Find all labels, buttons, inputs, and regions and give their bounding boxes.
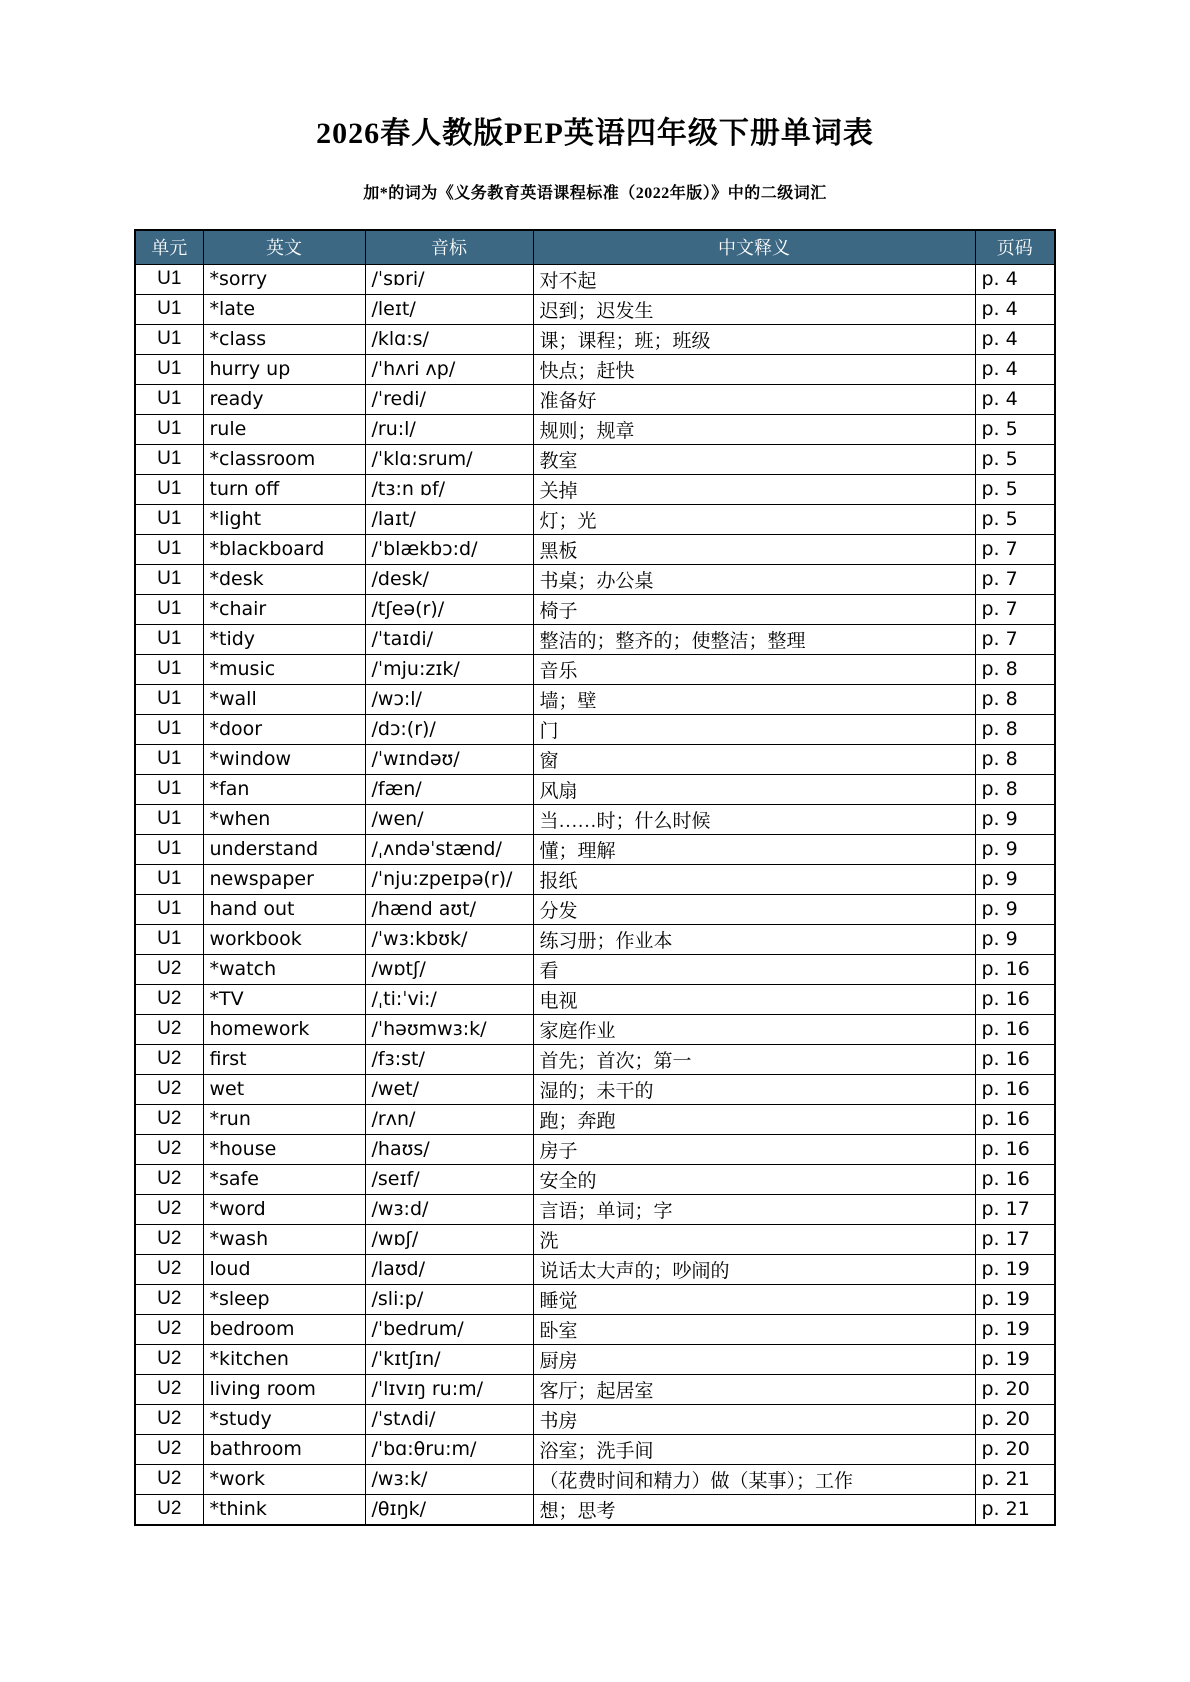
page-number-cell: p. 16 bbox=[975, 1014, 1055, 1044]
chinese-meaning-cell: 教室 bbox=[533, 444, 975, 474]
unit-cell: U1 bbox=[135, 594, 203, 624]
header-row bbox=[135, 230, 1055, 264]
phonetic-cell: /ˈklɑ:srum/ bbox=[365, 444, 533, 474]
table-row bbox=[135, 1404, 1055, 1434]
unit-cell: U2 bbox=[135, 1164, 203, 1194]
table-row bbox=[135, 1074, 1055, 1104]
phonetic-cell: /ru:l/ bbox=[365, 414, 533, 444]
table-row bbox=[135, 1314, 1055, 1344]
table-row bbox=[135, 804, 1055, 834]
english-word-cell: *late bbox=[203, 294, 365, 324]
header-page-number: 页码 bbox=[975, 230, 1055, 264]
english-word-cell: *when bbox=[203, 804, 365, 834]
chinese-meaning-cell: 练习册；作业本 bbox=[533, 924, 975, 954]
phonetic-cell: /laɪt/ bbox=[365, 504, 533, 534]
table-row bbox=[135, 1374, 1055, 1404]
table-row bbox=[135, 1344, 1055, 1374]
phonetic-cell: /wɒtʃ/ bbox=[365, 954, 533, 984]
chinese-meaning-cell: 准备好 bbox=[533, 384, 975, 414]
english-word-cell: *door bbox=[203, 714, 365, 744]
header-unit: 单元 bbox=[135, 230, 203, 264]
unit-cell: U2 bbox=[135, 1344, 203, 1374]
unit-cell: U2 bbox=[135, 1134, 203, 1164]
chinese-meaning-cell: 整洁的；整齐的；使整洁；整理 bbox=[533, 624, 975, 654]
phonetic-cell: /wet/ bbox=[365, 1074, 533, 1104]
english-word-cell: *word bbox=[203, 1194, 365, 1224]
phonetic-cell: /hænd aʊt/ bbox=[365, 894, 533, 924]
unit-cell: U2 bbox=[135, 1404, 203, 1434]
chinese-meaning-cell: 说话太大声的；吵闹的 bbox=[533, 1254, 975, 1284]
english-word-cell: bathroom bbox=[203, 1434, 365, 1464]
page-number-cell: p. 4 bbox=[975, 354, 1055, 384]
phonetic-cell: /wɔ:l/ bbox=[365, 684, 533, 714]
english-word-cell: *chair bbox=[203, 594, 365, 624]
page-number-cell: p. 9 bbox=[975, 894, 1055, 924]
phonetic-cell: /wɜ:k/ bbox=[365, 1464, 533, 1494]
phonetic-cell: /ˈmju:zɪk/ bbox=[365, 654, 533, 684]
english-word-cell: workbook bbox=[203, 924, 365, 954]
page-number-cell: p. 4 bbox=[975, 324, 1055, 354]
chinese-meaning-cell: 门 bbox=[533, 714, 975, 744]
english-word-cell: *run bbox=[203, 1104, 365, 1134]
header-chinese-meaning: 中文释义 bbox=[533, 230, 975, 264]
phonetic-cell: /ˈsɒri/ bbox=[365, 264, 533, 294]
unit-cell: U2 bbox=[135, 1464, 203, 1494]
phonetic-cell: /ˌʌndəˈstænd/ bbox=[365, 834, 533, 864]
chinese-meaning-cell: 看 bbox=[533, 954, 975, 984]
table-row bbox=[135, 684, 1055, 714]
table-row bbox=[135, 744, 1055, 774]
page-number-cell: p. 16 bbox=[975, 1074, 1055, 1104]
english-word-cell: loud bbox=[203, 1254, 365, 1284]
phonetic-cell: /fɜ:st/ bbox=[365, 1044, 533, 1074]
page-number-cell: p. 9 bbox=[975, 864, 1055, 894]
table-row bbox=[135, 1284, 1055, 1314]
word-table-header bbox=[135, 230, 1055, 264]
unit-cell: U2 bbox=[135, 1374, 203, 1404]
page-number-cell: p. 17 bbox=[975, 1224, 1055, 1254]
english-word-cell: *class bbox=[203, 324, 365, 354]
english-word-cell: living room bbox=[203, 1374, 365, 1404]
phonetic-cell: /tɜ:n ɒf/ bbox=[365, 474, 533, 504]
unit-cell: U1 bbox=[135, 564, 203, 594]
unit-cell: U1 bbox=[135, 354, 203, 384]
english-word-cell: wet bbox=[203, 1074, 365, 1104]
chinese-meaning-cell: 跑；奔跑 bbox=[533, 1104, 975, 1134]
table-row bbox=[135, 864, 1055, 894]
chinese-meaning-cell: 浴室；洗手间 bbox=[533, 1434, 975, 1464]
unit-cell: U2 bbox=[135, 1494, 203, 1525]
page-number-cell: p. 20 bbox=[975, 1434, 1055, 1464]
page-number-cell: p. 21 bbox=[975, 1494, 1055, 1525]
phonetic-cell: /ˌti:ˈvi:/ bbox=[365, 984, 533, 1014]
chinese-meaning-cell: 规则；规章 bbox=[533, 414, 975, 444]
english-word-cell: *window bbox=[203, 744, 365, 774]
chinese-meaning-cell: 想；思考 bbox=[533, 1494, 975, 1525]
table-row bbox=[135, 444, 1055, 474]
unit-cell: U1 bbox=[135, 384, 203, 414]
chinese-meaning-cell: 书房 bbox=[533, 1404, 975, 1434]
page-number-cell: p. 7 bbox=[975, 594, 1055, 624]
phonetic-cell: /ˈbɑ:θru:m/ bbox=[365, 1434, 533, 1464]
table-row bbox=[135, 474, 1055, 504]
table-row bbox=[135, 624, 1055, 654]
page-number-cell: p. 7 bbox=[975, 564, 1055, 594]
page-number-cell: p. 4 bbox=[975, 294, 1055, 324]
english-word-cell: *sorry bbox=[203, 264, 365, 294]
phonetic-cell: /ˈkɪtʃɪn/ bbox=[365, 1344, 533, 1374]
english-word-cell: *kitchen bbox=[203, 1344, 365, 1374]
unit-cell: U1 bbox=[135, 624, 203, 654]
unit-cell: U2 bbox=[135, 1104, 203, 1134]
page-number-cell: p. 8 bbox=[975, 714, 1055, 744]
english-word-cell: newspaper bbox=[203, 864, 365, 894]
phonetic-cell: /desk/ bbox=[365, 564, 533, 594]
chinese-meaning-cell: 言语；单词；字 bbox=[533, 1194, 975, 1224]
chinese-meaning-cell: 当……时；什么时候 bbox=[533, 804, 975, 834]
english-word-cell: *think bbox=[203, 1494, 365, 1525]
word-table bbox=[134, 229, 1056, 1526]
table-row bbox=[135, 1194, 1055, 1224]
phonetic-cell: /fæn/ bbox=[365, 774, 533, 804]
page-number-cell: p. 4 bbox=[975, 384, 1055, 414]
unit-cell: U1 bbox=[135, 444, 203, 474]
chinese-meaning-cell: 安全的 bbox=[533, 1164, 975, 1194]
english-word-cell: *work bbox=[203, 1464, 365, 1494]
phonetic-cell: /rʌn/ bbox=[365, 1104, 533, 1134]
english-word-cell: *wall bbox=[203, 684, 365, 714]
table-row bbox=[135, 414, 1055, 444]
table-row bbox=[135, 774, 1055, 804]
english-word-cell: hand out bbox=[203, 894, 365, 924]
unit-cell: U2 bbox=[135, 1434, 203, 1464]
table-row bbox=[135, 324, 1055, 354]
table-row bbox=[135, 1164, 1055, 1194]
page-number-cell: p. 16 bbox=[975, 1044, 1055, 1074]
english-word-cell: *desk bbox=[203, 564, 365, 594]
page-title: 2026春人教版PEP英语四年级下册单词表 bbox=[316, 117, 874, 150]
english-word-cell: *wash bbox=[203, 1224, 365, 1254]
phonetic-cell: /tʃeə(r)/ bbox=[365, 594, 533, 624]
english-word-cell: *watch bbox=[203, 954, 365, 984]
page-number-cell: p. 9 bbox=[975, 924, 1055, 954]
table-row bbox=[135, 894, 1055, 924]
table-row bbox=[135, 834, 1055, 864]
table-row bbox=[135, 294, 1055, 324]
table-row bbox=[135, 714, 1055, 744]
chinese-meaning-cell: 书桌；办公桌 bbox=[533, 564, 975, 594]
chinese-meaning-cell: 客厅；起居室 bbox=[533, 1374, 975, 1404]
table-row bbox=[135, 1254, 1055, 1284]
unit-cell: U1 bbox=[135, 834, 203, 864]
unit-cell: U1 bbox=[135, 684, 203, 714]
page-number-cell: p. 17 bbox=[975, 1194, 1055, 1224]
table-row bbox=[135, 1464, 1055, 1494]
table-row bbox=[135, 924, 1055, 954]
page-number-cell: p. 9 bbox=[975, 804, 1055, 834]
english-word-cell: *TV bbox=[203, 984, 365, 1014]
chinese-meaning-cell: 洗 bbox=[533, 1224, 975, 1254]
phonetic-cell: /klɑ:s/ bbox=[365, 324, 533, 354]
page-number-cell: p. 5 bbox=[975, 444, 1055, 474]
page-number-cell: p. 20 bbox=[975, 1374, 1055, 1404]
table-row bbox=[135, 534, 1055, 564]
page-number-cell: p. 8 bbox=[975, 774, 1055, 804]
chinese-meaning-cell: 关掉 bbox=[533, 474, 975, 504]
unit-cell: U2 bbox=[135, 1254, 203, 1284]
english-word-cell: *sleep bbox=[203, 1284, 365, 1314]
page-number-cell: p. 8 bbox=[975, 654, 1055, 684]
table-row bbox=[135, 1044, 1055, 1074]
chinese-meaning-cell: 报纸 bbox=[533, 864, 975, 894]
chinese-meaning-cell: 厨房 bbox=[533, 1344, 975, 1374]
phonetic-cell: /laʊd/ bbox=[365, 1254, 533, 1284]
table-row bbox=[135, 504, 1055, 534]
page-number-cell: p. 19 bbox=[975, 1344, 1055, 1374]
phonetic-cell: /ˈstʌdi/ bbox=[365, 1404, 533, 1434]
chinese-meaning-cell: （花费时间和精力）做（某事）；工作 bbox=[533, 1464, 975, 1494]
unit-cell: U1 bbox=[135, 774, 203, 804]
page-number-cell: p. 16 bbox=[975, 984, 1055, 1014]
table-row bbox=[135, 654, 1055, 684]
chinese-meaning-cell: 迟到；迟发生 bbox=[533, 294, 975, 324]
phonetic-cell: /ˈhəʊmwɜ:k/ bbox=[365, 1014, 533, 1044]
english-word-cell: *study bbox=[203, 1404, 365, 1434]
chinese-meaning-cell: 房子 bbox=[533, 1134, 975, 1164]
unit-cell: U2 bbox=[135, 1044, 203, 1074]
chinese-meaning-cell: 家庭作业 bbox=[533, 1014, 975, 1044]
english-word-cell: turn off bbox=[203, 474, 365, 504]
english-word-cell: *music bbox=[203, 654, 365, 684]
english-word-cell: *light bbox=[203, 504, 365, 534]
english-word-cell: *tidy bbox=[203, 624, 365, 654]
chinese-meaning-cell: 湿的；未干的 bbox=[533, 1074, 975, 1104]
header-english: 英文 bbox=[203, 230, 365, 264]
unit-cell: U1 bbox=[135, 654, 203, 684]
english-word-cell: rule bbox=[203, 414, 365, 444]
chinese-meaning-cell: 对不起 bbox=[533, 264, 975, 294]
phonetic-cell: /ˈbedrum/ bbox=[365, 1314, 533, 1344]
table-row bbox=[135, 384, 1055, 414]
unit-cell: U1 bbox=[135, 864, 203, 894]
phonetic-cell: /ˈwɜ:kbʊk/ bbox=[365, 924, 533, 954]
unit-cell: U2 bbox=[135, 984, 203, 1014]
table-row bbox=[135, 954, 1055, 984]
chinese-meaning-cell: 风扇 bbox=[533, 774, 975, 804]
unit-cell: U1 bbox=[135, 804, 203, 834]
page-number-cell: p. 19 bbox=[975, 1314, 1055, 1344]
table-row bbox=[135, 1494, 1055, 1525]
header-phonetic: 音标 bbox=[365, 230, 533, 264]
english-word-cell: ready bbox=[203, 384, 365, 414]
unit-cell: U1 bbox=[135, 504, 203, 534]
phonetic-cell: /wɜ:d/ bbox=[365, 1194, 533, 1224]
phonetic-cell: /ˈnju:zpeɪpə(r)/ bbox=[365, 864, 533, 894]
chinese-meaning-cell: 课；课程；班；班级 bbox=[533, 324, 975, 354]
chinese-meaning-cell: 首先；首次；第一 bbox=[533, 1044, 975, 1074]
chinese-meaning-cell: 墙；壁 bbox=[533, 684, 975, 714]
chinese-meaning-cell: 分发 bbox=[533, 894, 975, 924]
unit-cell: U2 bbox=[135, 1194, 203, 1224]
phonetic-cell: /wen/ bbox=[365, 804, 533, 834]
phonetic-cell: /ˈhʌri ʌp/ bbox=[365, 354, 533, 384]
unit-cell: U1 bbox=[135, 324, 203, 354]
page-number-cell: p. 19 bbox=[975, 1254, 1055, 1284]
phonetic-cell: /seɪf/ bbox=[365, 1164, 533, 1194]
unit-cell: U1 bbox=[135, 924, 203, 954]
table-row bbox=[135, 1104, 1055, 1134]
phonetic-cell: /haʊs/ bbox=[365, 1134, 533, 1164]
page-number-cell: p. 16 bbox=[975, 1164, 1055, 1194]
english-word-cell: *house bbox=[203, 1134, 365, 1164]
page-number-cell: p. 4 bbox=[975, 264, 1055, 294]
english-word-cell: first bbox=[203, 1044, 365, 1074]
chinese-meaning-cell: 窗 bbox=[533, 744, 975, 774]
unit-cell: U2 bbox=[135, 1074, 203, 1104]
english-word-cell: *blackboard bbox=[203, 534, 365, 564]
page-number-cell: p. 19 bbox=[975, 1284, 1055, 1314]
english-word-cell: *safe bbox=[203, 1164, 365, 1194]
table-row bbox=[135, 1224, 1055, 1254]
unit-cell: U1 bbox=[135, 894, 203, 924]
english-word-cell: bedroom bbox=[203, 1314, 365, 1344]
phonetic-cell: /ˈredi/ bbox=[365, 384, 533, 414]
chinese-meaning-cell: 黑板 bbox=[533, 534, 975, 564]
unit-cell: U1 bbox=[135, 714, 203, 744]
chinese-meaning-cell: 快点；赶快 bbox=[533, 354, 975, 384]
chinese-meaning-cell: 懂；理解 bbox=[533, 834, 975, 864]
phonetic-cell: /dɔ:(r)/ bbox=[365, 714, 533, 744]
page-number-cell: p. 5 bbox=[975, 414, 1055, 444]
page-number-cell: p. 21 bbox=[975, 1464, 1055, 1494]
english-word-cell: homework bbox=[203, 1014, 365, 1044]
chinese-meaning-cell: 椅子 bbox=[533, 594, 975, 624]
chinese-meaning-cell: 睡觉 bbox=[533, 1284, 975, 1314]
english-word-cell: *classroom bbox=[203, 444, 365, 474]
word-table-body bbox=[135, 264, 1055, 1525]
phonetic-cell: /leɪt/ bbox=[365, 294, 533, 324]
unit-cell: U1 bbox=[135, 414, 203, 444]
page-number-cell: p. 16 bbox=[975, 1134, 1055, 1164]
unit-cell: U1 bbox=[135, 474, 203, 504]
table-row bbox=[135, 1434, 1055, 1464]
unit-cell: U1 bbox=[135, 744, 203, 774]
chinese-meaning-cell: 卧室 bbox=[533, 1314, 975, 1344]
unit-cell: U2 bbox=[135, 1314, 203, 1344]
page-number-cell: p. 8 bbox=[975, 744, 1055, 774]
table-row bbox=[135, 564, 1055, 594]
page-number-cell: p. 8 bbox=[975, 684, 1055, 714]
phonetic-cell: /ˈtaɪdi/ bbox=[365, 624, 533, 654]
unit-cell: U2 bbox=[135, 1284, 203, 1314]
unit-cell: U1 bbox=[135, 294, 203, 324]
unit-cell: U2 bbox=[135, 1224, 203, 1254]
phonetic-cell: /ˈblækbɔ:d/ bbox=[365, 534, 533, 564]
unit-cell: U1 bbox=[135, 264, 203, 294]
page-number-cell: p. 9 bbox=[975, 834, 1055, 864]
table-row bbox=[135, 594, 1055, 624]
phonetic-cell: /ˈlɪvɪŋ ru:m/ bbox=[365, 1374, 533, 1404]
chinese-meaning-cell: 电视 bbox=[533, 984, 975, 1014]
phonetic-cell: /ˈwɪndəʊ/ bbox=[365, 744, 533, 774]
table-row bbox=[135, 354, 1055, 384]
english-word-cell: hurry up bbox=[203, 354, 365, 384]
unit-cell: U2 bbox=[135, 1014, 203, 1044]
table-row bbox=[135, 1014, 1055, 1044]
chinese-meaning-cell: 音乐 bbox=[533, 654, 975, 684]
page-number-cell: p. 16 bbox=[975, 1104, 1055, 1134]
page-subtitle: 加*的词为《义务教育英语课程标准（2022年版）》中的二级词汇 bbox=[363, 185, 827, 202]
page-number-cell: p. 5 bbox=[975, 504, 1055, 534]
unit-cell: U1 bbox=[135, 534, 203, 564]
phonetic-cell: /sli:p/ bbox=[365, 1284, 533, 1314]
phonetic-cell: /wɒʃ/ bbox=[365, 1224, 533, 1254]
unit-cell: U2 bbox=[135, 954, 203, 984]
table-row bbox=[135, 1134, 1055, 1164]
chinese-meaning-cell: 灯；光 bbox=[533, 504, 975, 534]
table-row bbox=[135, 984, 1055, 1014]
table-row bbox=[135, 264, 1055, 294]
english-word-cell: understand bbox=[203, 834, 365, 864]
page-number-cell: p. 5 bbox=[975, 474, 1055, 504]
phonetic-cell: /θɪŋk/ bbox=[365, 1494, 533, 1525]
page-number-cell: p. 16 bbox=[975, 954, 1055, 984]
page-number-cell: p. 7 bbox=[975, 534, 1055, 564]
page-number-cell: p. 20 bbox=[975, 1404, 1055, 1434]
english-word-cell: *fan bbox=[203, 774, 365, 804]
page-number-cell: p. 7 bbox=[975, 624, 1055, 654]
